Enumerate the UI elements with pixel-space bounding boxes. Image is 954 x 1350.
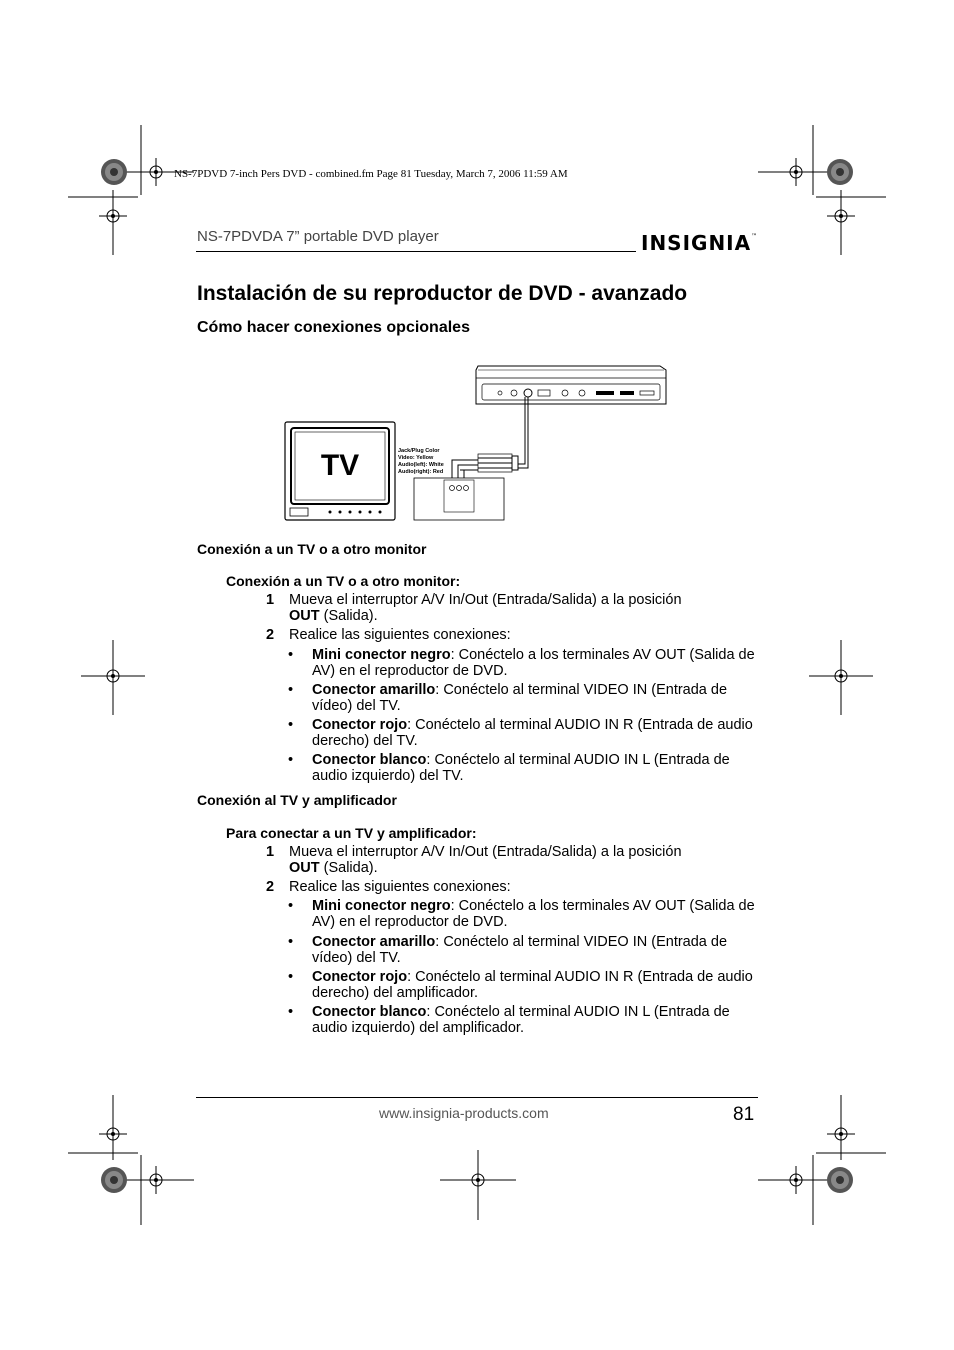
step-number: 1 xyxy=(266,592,275,608)
list-item xyxy=(312,682,762,714)
page-title: Instalación de su reproductor de DVD - avanzado xyxy=(197,282,688,305)
logo-text: INSIGNIA xyxy=(641,231,752,255)
bullet: • xyxy=(288,717,294,733)
step-number: 2 xyxy=(266,879,275,895)
page-subtitle: Cómo hacer conexiones opcionales xyxy=(197,319,470,336)
list-item-text: : Conéctelo a los terminales AV OUT (Salida de AV) en el reproductor de DVD. xyxy=(312,898,755,930)
step-text-tail: (Salida). xyxy=(319,860,378,876)
list-item xyxy=(312,934,762,966)
step-text xyxy=(289,844,759,876)
bullet: • xyxy=(288,752,294,768)
list-item-text: : Conéctelo al terminal AUDIO IN R (Entrada de audio derecho) del TV. xyxy=(312,717,753,749)
legend-line-1: Jack/Plug Color xyxy=(398,448,440,454)
bullet: • xyxy=(288,969,294,985)
bullet: • xyxy=(288,647,294,663)
av-cable xyxy=(452,397,528,480)
step-number: 1 xyxy=(266,844,275,860)
dvd-player-illustration xyxy=(476,366,666,404)
tv-label: TV xyxy=(320,449,360,482)
list-item-bold: Conector blanco xyxy=(312,1004,427,1020)
list-item xyxy=(312,752,762,784)
section-heading-tv-monitor: Conexión a un TV o a otro monitor xyxy=(197,541,427,557)
list-item-bold: Conector amarillo xyxy=(312,682,436,698)
list-item-text: : Conéctelo al terminal AUDIO IN R (Entrada de audio derecho) del amplificador. xyxy=(312,969,753,1001)
plug-color-legend xyxy=(398,448,444,475)
legend-line-3: Audio(left): White xyxy=(398,462,444,468)
list-item-bold: Conector amarillo xyxy=(312,934,436,950)
bullet: • xyxy=(288,934,294,950)
tv-back-panel xyxy=(414,478,504,520)
step-text-tail: (Salida). xyxy=(319,608,378,624)
connection-diagram xyxy=(282,360,682,525)
file-info-line: NS-7PDVD 7-inch Pers DVD - combined.fm Page 81 Tuesday, March 7, 2006 11:59 AM xyxy=(174,168,568,180)
step-text-bold: OUT xyxy=(289,608,320,624)
logo-tm: ™ xyxy=(751,233,759,240)
list-item-text: : Conéctelo a los terminales AV OUT (Salida de AV) en el reproductor de DVD. xyxy=(312,647,755,679)
step-text: Realice las siguientes conexiones: xyxy=(289,627,511,643)
procedure-heading-tv-amplifier: Para conectar a un TV y amplificador: xyxy=(226,825,477,841)
list-item-text: : Conéctelo al terminal VIDEO IN (Entrada de vídeo) del TV. xyxy=(312,682,728,714)
bullet: • xyxy=(288,682,294,698)
bullet: • xyxy=(288,898,294,914)
step-number: 2 xyxy=(266,627,275,643)
footer-url: www.insignia-products.com xyxy=(379,1105,549,1121)
step-text: Realice las siguientes conexiones: xyxy=(289,879,511,895)
bullet: • xyxy=(288,1004,294,1020)
running-header: NS-7PDVDA 7” portable DVD player xyxy=(197,228,439,245)
tv-illustration xyxy=(285,422,395,520)
list-item xyxy=(312,717,762,749)
step-text xyxy=(289,592,759,624)
header-rule xyxy=(196,251,636,252)
list-item xyxy=(312,898,762,930)
step-text-main: Mueva el interruptor A/V In/Out (Entrada/Salida) a la posición xyxy=(289,592,682,608)
procedure-heading-tv-monitor: Conexión a un TV o a otro monitor: xyxy=(226,573,461,589)
list-item-bold: Conector blanco xyxy=(312,752,427,768)
list-item-bold: Conector rojo xyxy=(312,717,408,733)
list-item-bold: Mini conector negro xyxy=(312,898,451,914)
section-heading-tv-amplifier: Conexión al TV y amplificador xyxy=(197,792,397,808)
step-text-main: Mueva el interruptor A/V In/Out (Entrada/Salida) a la posición xyxy=(289,844,682,860)
list-item-bold: Mini conector negro xyxy=(312,647,451,663)
list-item-text: : Conéctelo al terminal AUDIO IN L (Entrada de audio izquierdo) del TV. xyxy=(312,752,730,784)
list-item-text: : Conéctelo al terminal VIDEO IN (Entrada de vídeo) del TV. xyxy=(312,934,728,966)
legend-line-4: Audio(right): Red xyxy=(398,469,444,475)
footer-rule xyxy=(196,1097,758,1098)
list-item xyxy=(312,647,762,679)
insignia-logo xyxy=(641,231,758,255)
list-item xyxy=(312,1004,762,1036)
list-item-bold: Conector rojo xyxy=(312,969,408,985)
step-text-bold: OUT xyxy=(289,860,320,876)
page-number: 81 xyxy=(733,1104,755,1125)
list-item xyxy=(312,969,762,1001)
list-item-text: : Conéctelo al terminal AUDIO IN L (Entrada de audio izquierdo) del amplificador. xyxy=(312,1004,730,1036)
legend-line-2: Video: Yellow xyxy=(398,455,434,461)
